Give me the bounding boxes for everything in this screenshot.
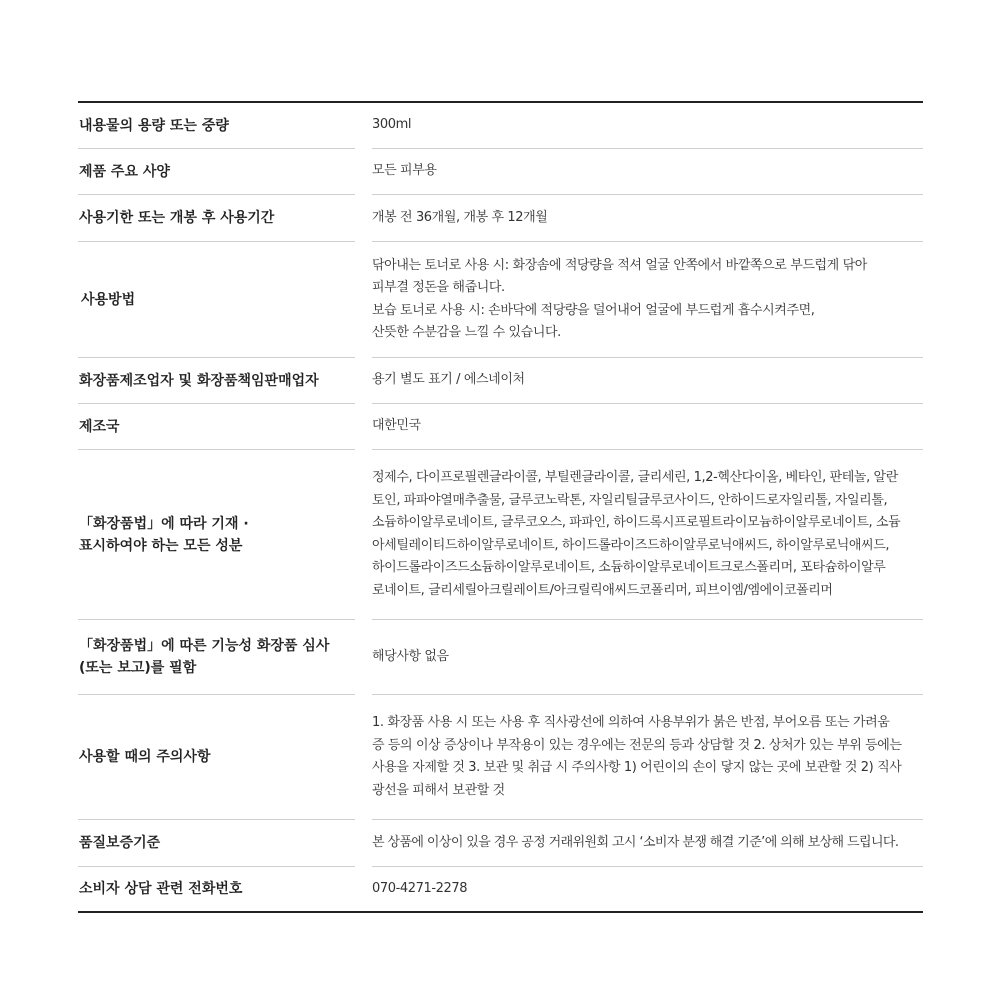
row-value [372,450,923,620]
row-label-text: 화장품제조업자 및 화장품책임판매업자 [79,372,319,389]
table-row [78,695,923,820]
table-row [78,103,923,149]
row-value [372,358,923,404]
row-value [372,195,923,242]
row-label-text: 사용할 때의 주의사항 [79,749,211,765]
row-value-text: 대한민국 [372,418,421,434]
row-value-text: 용기 별도 표기 / 에스네이처 [372,372,525,388]
row-value [372,149,923,195]
row-label-text: 「화장품법」에 따른 기능성 화장품 심사 [79,638,330,654]
row-label-text: 사용기한 또는 개봉 후 사용기간 [79,210,275,226]
table-row [78,149,923,195]
table-row [78,867,923,911]
value-line: 피부결 정돈을 해줍니다. [372,280,505,295]
row-value-text: 300ml [372,117,412,133]
row-value-text: 개봉 전 36개월, 개봉 후 12개월 [372,209,548,225]
usage-instructions [372,255,867,345]
table-row [78,620,923,695]
row-label-text: 표시하여야 하는 모든 성분 [79,537,243,554]
row-label-lines [79,635,329,679]
row-label [78,450,355,620]
value-line: 닦아내는 토너로 사용 시: 화장솜에 적당량을 적셔 얼굴 안쪽에서 바깥쪽으로 부드럽게 닦아 [372,257,867,273]
table-row [78,358,923,404]
row-label [78,820,355,867]
row-label-text: 품질보증기준 [79,835,161,851]
row-value-text: 해당사항 없음 [372,648,449,664]
product-info-table [78,101,923,913]
row-label-text: 소비자 상담 관련 전화번호 [79,881,243,897]
row-value-text: 본 상품에 이상이 있을 경우 공정 거래위원회 고시 ‘소비자 분쟁 해결 기준’에 의해 보상해 드립니다. [372,834,899,850]
row-label [78,103,355,149]
row-value-text: 모든 피부용 [372,163,437,179]
value-line: 정제수, 다이프로필렌글라이콜, 부틸렌글라이콜, 글리세린, 1,2-헥산다이올, 베타인, 판테놀, 알란 [372,470,898,485]
value-line: 아세틸레이티드하이알루로네이트, 하이드롤라이즈드하이알루로닉애씨드, 하이알루로닉애씨드, [372,537,890,553]
row-value [372,404,923,450]
row-label-text: 내용물의 용량 또는 중량 [79,117,229,134]
value-line: 사용을 자제할 것 3. 보관 및 취급 시 주의사항 1) 어린이의 손이 닿지 않는 곳에 보관할 것 2) 직사 [372,760,902,775]
ingredients-list [372,467,900,602]
row-value [372,820,923,867]
value-line: 보습 토너로 사용 시: 손바닥에 적당량을 덜어내어 얼굴에 부드럽게 흡수시켜주면, [372,302,815,318]
table-row [78,195,923,242]
row-label-text: 사용방법 [81,291,136,308]
row-label [78,149,355,195]
row-label [78,195,355,242]
value-line: 토인, 파파야열매추출물, 글루코노락톤, 자일리틸글루코사이드, 안하이드로자일리톨, 자일리톨, [372,492,888,508]
row-label [78,620,355,695]
row-label [78,358,355,404]
value-line: 하이드롤라이즈드소듐하이알루로네이트, 소듐하이알루로네이트크로스폴리머, 포타슘하이알루 [372,560,886,575]
row-label-text: 「화장품법」에 따라 기재 · [79,515,249,532]
value-line: 로네이트, 글리세릴아크릴레이트/아크릴릭애씨드코폴리머, 피브이엠/엠에이코폴리머 [372,582,833,598]
row-value [372,103,923,149]
row-value-text: 070-4271-2278 [372,880,468,896]
value-line: 증 등의 이상 증상이나 부작용이 있는 경우에는 전문의 등과 상담할 것 2. 상처가 있는 부위 등에는 [372,737,902,753]
row-value [372,867,923,911]
row-label-text: 제품 주요 사양 [79,163,170,180]
table-row [78,242,923,358]
row-label-lines [79,513,249,557]
table-row [78,820,923,867]
row-label [78,242,355,358]
table-row [78,404,923,450]
precautions-list [372,712,902,802]
value-line: 소듐하이알루로네이트, 글루코오스, 파파인, 하이드록시프로필트라이모늄하이알루로네이트, 소듐 [372,515,901,530]
value-line: 광선을 피해서 보관할 것 [372,782,505,798]
row-value [372,620,923,695]
row-label-text: 제조국 [79,418,120,435]
row-label-text: (또는 보고)를 필함 [79,660,197,676]
row-label [78,695,355,820]
row-label [78,404,355,450]
table-row [78,450,923,620]
row-value [372,695,923,820]
row-value [372,242,923,358]
value-line: 산뜻한 수분감을 느낄 수 있습니다. [372,325,561,340]
value-line: 1. 화장품 사용 시 또는 사용 후 직사광선에 의하여 사용부위가 붉은 반점, 부어오름 또는 가려움 [372,715,890,730]
row-label [78,867,355,911]
